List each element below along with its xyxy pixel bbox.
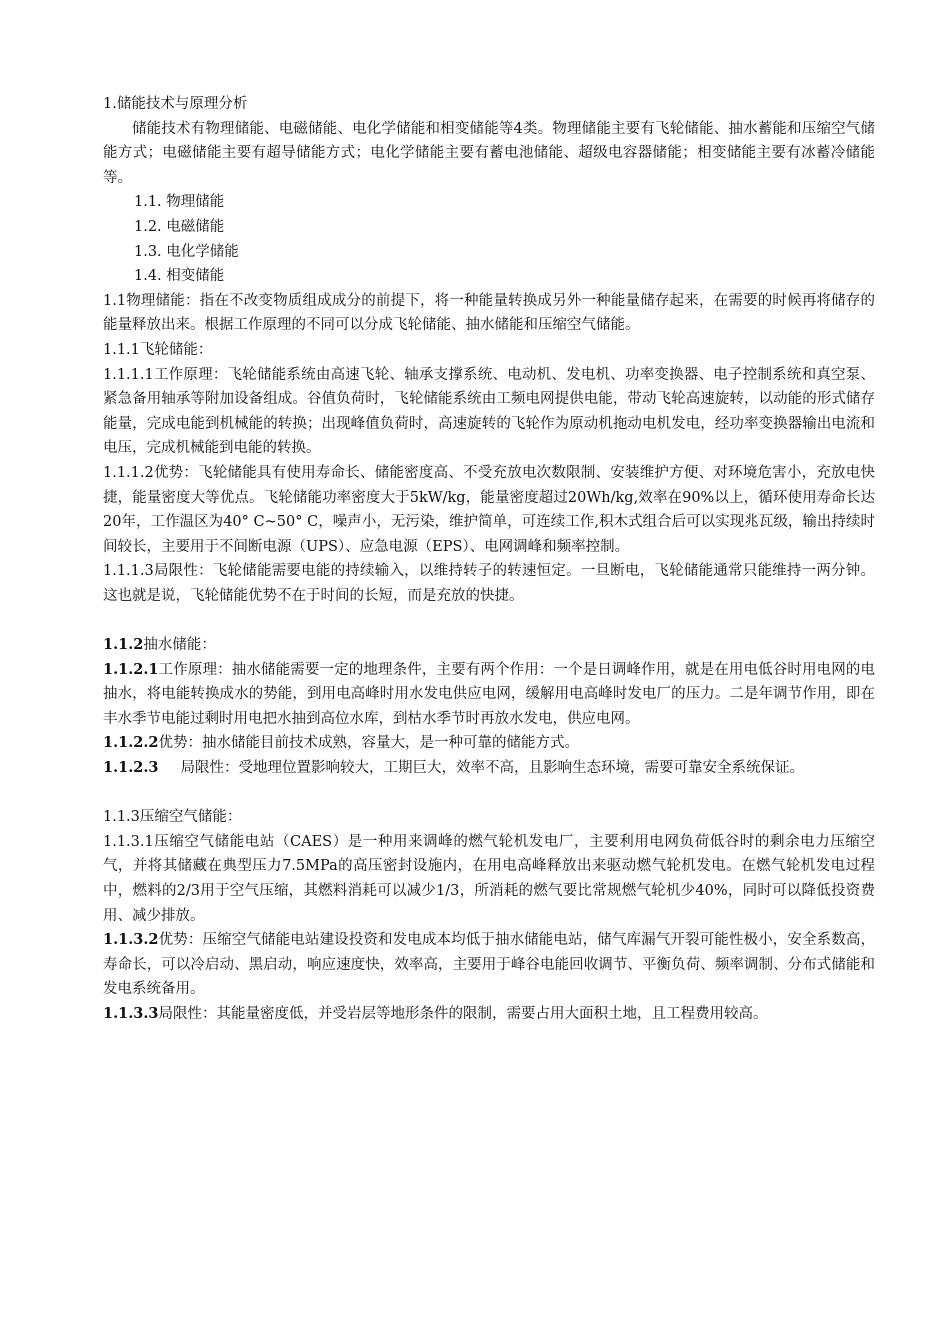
section-1-1-2-2-paragraph — [103, 731, 875, 756]
section-number: 1.1.3.3 — [103, 1004, 159, 1022]
blank-line — [103, 608, 875, 633]
toc-item-1-3: 1.3. 电化学储能 — [134, 243, 239, 260]
intro-paragraph: 储能技术有物理储能、电磁储能、电化学储能和相变储能等4类。物理储能主要有飞轮储能、抽水蓄能和压缩空气储能方式；电磁储能主要有超导储能方式；电化学储能主要有蓄电池储能、超级电容器储能；相变储能主要有冰蓄冷储能等。 — [103, 120, 875, 186]
section-1-1-paragraph: 1.1物理储能：指在不改变物质组成成分的前提下，将一种能量转换成另外一种能量储存起来，在需要的时候再将储存的能量释放出来。根据工作原理的不同可以分成飞轮储能、抽水储能和压缩空气储能。 — [103, 292, 875, 334]
paragraph-text: 优势：压缩空气储能电站建设投资和发电成本均低于抽水储能电站，储气库漏气开裂可能性极小，安全系数高，寿命长，可以冷启动、黑启动，响应速度快，效率高，主要用于峰谷电能回收调节、平衡负荷、频率调制、分布式储能和发电系统备用。 — [103, 932, 875, 998]
section-1-1-3-2-paragraph — [103, 928, 875, 1002]
section-1-1-1-3-paragraph: 1.1.1.3局限性：飞轮储能需要电能的持续输入，以维持转子的转速恒定。一旦断电，飞轮储能通常只能维持一两分钟。这也就是说，飞轮储能优势不在于时间的长短，而是充放的快捷。 — [103, 563, 875, 604]
section-1-1-2-3-paragraph — [103, 756, 875, 781]
section-heading-text: 抽水储能： — [143, 637, 216, 654]
section-1-1-1-heading: 1.1.1飞轮储能： — [103, 341, 213, 358]
section-number: 1.1.3.2 — [103, 931, 159, 949]
section-1-1-3-3-paragraph — [103, 1002, 875, 1027]
blank-line — [103, 781, 875, 806]
section-1-1-1-1-paragraph: 1.1.1.1工作原理：飞轮储能系统由高速飞轮、轴承支撑系统、电动机、发电机、功率变换器、电子控制系统和真空泵、紧急备用轴承等附加设备组成。谷值负荷时，飞轮储能系统由工频电网提供电能，带动飞轮高速旋转，以动能的形式储存能量，完成电能到机械能的转换；出现峰值负荷时，高速旋转的飞轮作为原动机拖动电机发电，经功率变换器输出电流和电压，完成机械能到电能的转换。 — [103, 366, 875, 457]
section-1-1-2-heading — [103, 633, 875, 658]
paragraph-text: 局限性：其能量密度低，并受岩层等地形条件的限制，需要占用大面积土地，且工程费用较高。 — [158, 1005, 768, 1022]
toc-item-1-1: 1.1. 物理储能 — [134, 194, 225, 211]
section-1-1-1-2-paragraph: 1.1.1.2优势：飞轮储能具有使用寿命长、储能密度高、不受充放电次数限制、安装维护方便、对环境危害小，充放电快捷，能量密度大等优点。飞轮储能功率密度大于5kW/kg，能量密度超过20Wh/kg,效率在90%以上，循环使用寿命长达20年，工作温区为40° C~50° C，噪声小，无污染，维护简单，可连续工作,积木式组合后可以实现兆瓦级，输出持续时间较长，主要用于不间断电源（UPS）、应急电源（EPS）、电网调峰和频率控制。 — [103, 464, 875, 555]
section-number: 1.1.2.3 — [103, 759, 159, 777]
section-number: 1.1.2.2 — [103, 734, 159, 752]
section-1-1-3-heading: 1.1.3压缩空气储能： — [103, 809, 242, 826]
paragraph-text: 优势：抽水储能目前技术成熟，容量大，是一种可靠的储能方式。 — [158, 735, 580, 752]
paragraph-text: 工作原理：抽水储能需要一定的地理条件，主要有两个作用：一个是日调峰作用，就是在用电低谷时用电网的电抽水，将电能转换成水的势能，到用电高峰时用水发电供应电网，缓解用电高峰时发电厂的压力。二是年调节作用，即在丰水季节电能过剩时用电把水抽到高位水库，到枯水季节时再放水发电，供应电网。 — [103, 661, 875, 727]
toc-item-1-4: 1.4. 相变储能 — [134, 268, 225, 285]
section-number: 1.1.2 — [103, 636, 144, 654]
paragraph-text: 局限性：受地理位置影响较大，工期巨大，效率不高，且影响生态环境，需要可靠安全系统保证。 — [180, 760, 805, 777]
section-1-1-2-1-paragraph — [103, 658, 875, 732]
section-1-1-3-1-paragraph: 1.1.3.1压缩空气储能电站（CAES）是一种用来调峰的燃气轮机发电厂，主要利用电网负荷低谷时的剩余电力压缩空气，并将其储藏在典型压力7.5MPa的高压密封设施内，在用电高峰释放出来驱动燃气轮机发电。在燃气轮机发电过程中，燃料的2/3用于空气压缩，其燃料消耗可以减少1/3，所消耗的燃气要比常规燃气轮机少40%，同时可以降低投资费用、减少排放。 — [103, 833, 875, 924]
document-title: 1.储能技术与原理分析 — [103, 96, 248, 112]
section-number: 1.1.2.1 — [103, 660, 159, 678]
toc-item-1-2: 1.2. 电磁储能 — [134, 218, 225, 235]
document-page — [103, 92, 875, 1027]
